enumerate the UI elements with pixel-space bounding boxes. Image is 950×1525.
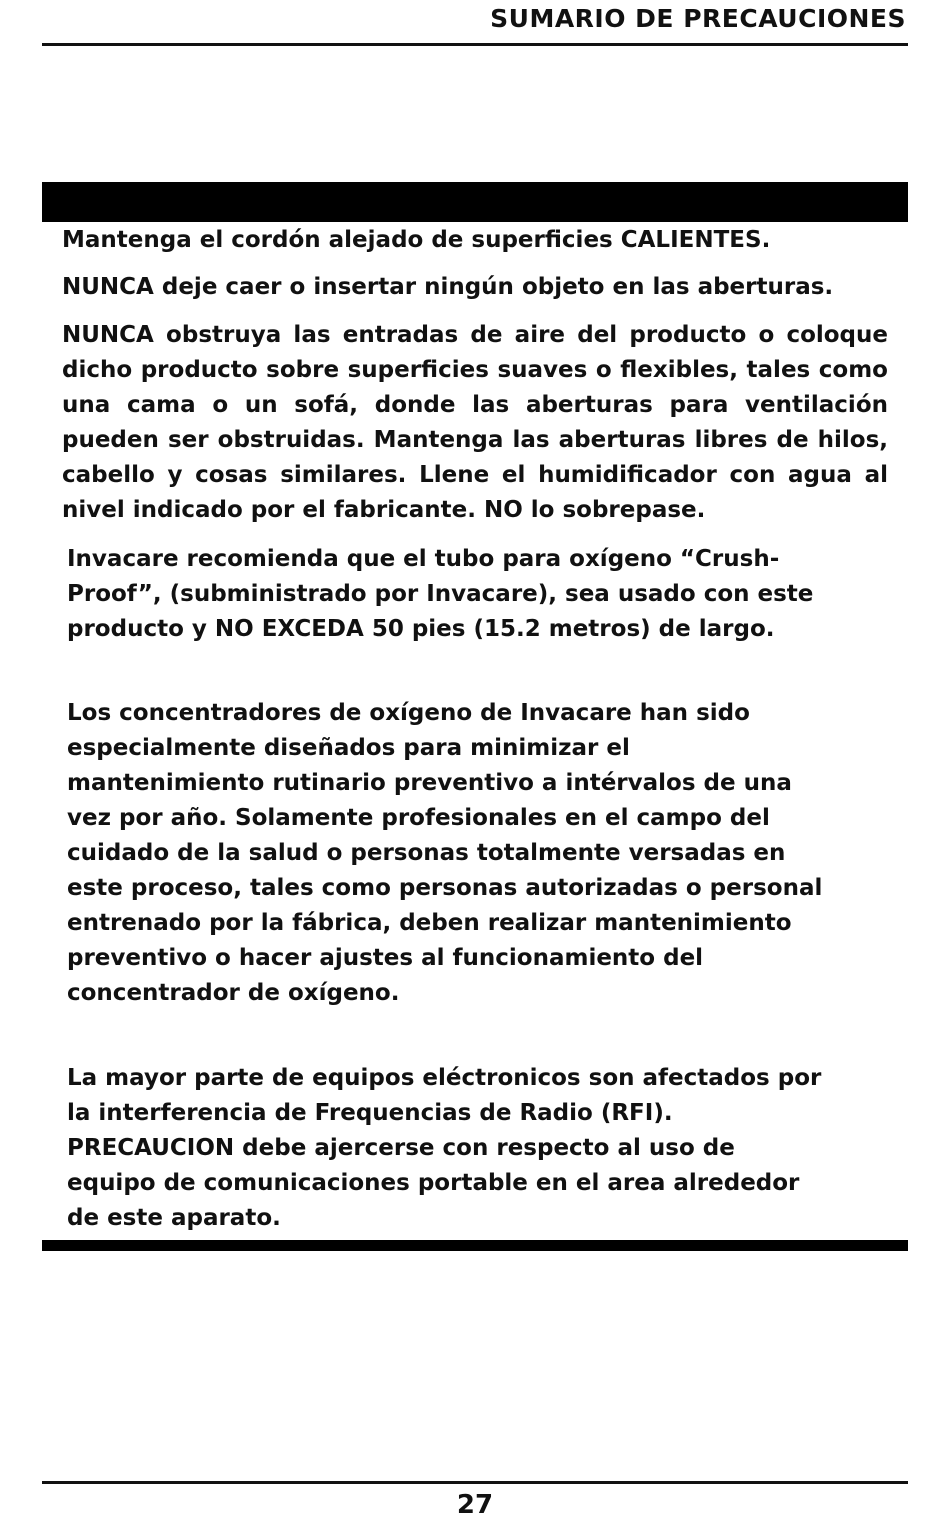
p5-line: cuidado de la salud o personas totalmente versadas en (67, 840, 786, 866)
p4-last-line (67, 612, 897, 647)
p5-line: concentrador de oxígeno. (67, 980, 400, 1006)
precaution-hot-surfaces (62, 223, 892, 258)
header-rule (42, 43, 908, 46)
precaution-openings (62, 270, 892, 305)
precaution-oxygen-tubing (67, 542, 897, 647)
p4-last-tail: 50 pies (15.2 metros) de largo. (363, 616, 775, 642)
p5-line: Los concentradores de oxígeno de Invacare han sido (67, 700, 750, 726)
p6-line: de este aparato. (67, 1205, 281, 1231)
p3-line: dicho producto sobre superficies suaves o flexibles, tales como (62, 357, 888, 383)
precaution-rfi (67, 1061, 897, 1236)
p5-line: entrenado por la fábrica, deben realizar mantenimiento (67, 910, 792, 936)
precaution-maintenance (67, 696, 897, 1011)
p3-line: cabello y cosas similares. Llene el humidificador con agua al (62, 462, 888, 488)
p3-last-tail: lo sobrepase. (522, 497, 706, 523)
p3-emphasis: NUNCA (62, 322, 154, 348)
p6-line: La mayor parte de equipos eléctronicos son afectados por (67, 1065, 822, 1091)
p3-line (62, 318, 888, 353)
p2-text: deje caer o insertar ningún objeto en las aberturas. (153, 274, 834, 300)
p4-line: Invacare recomienda que el tubo para oxígeno “Crush- (67, 546, 780, 572)
p4-line: Proof”, (subministrado por Invacare), sea usado con este (67, 581, 814, 607)
p5-line: este proceso, tales como personas autorizadas o personal (67, 875, 823, 901)
p6-line: la interferencia de Frequencias de Radio (RFI). (67, 1100, 673, 1126)
p5-line: preventivo o hacer ajustes al funcionamiento del (67, 945, 704, 971)
p1-emphasis: CALIENTES. (620, 227, 771, 253)
p3-line: una cama o un sofá, donde las aberturas para ventilación (62, 392, 888, 418)
page-header-title: SUMARIO DE PRECAUCIONES (490, 4, 906, 33)
p3-line-text: obstruya las entradas de aire del producto o coloque (153, 322, 888, 348)
section-end-bar (42, 1240, 908, 1251)
p1-text: Mantenga el cordón alejado de superficies (62, 227, 621, 253)
p4-last-text: producto y (67, 616, 215, 642)
p5-line: mantenimiento rutinario preventivo a intérvalos de una (67, 770, 792, 796)
precaution-air-intakes (62, 318, 888, 528)
p3-last-emphasis: NO (483, 497, 523, 523)
p4-last-emphasis: NO EXCEDA (214, 616, 364, 642)
p6-line (67, 1131, 897, 1166)
p5-line: especialmente diseñados para minimizar el (67, 735, 630, 761)
page-number: 27 (456, 1490, 494, 1520)
p5-line: vez por año. Solamente profesionales en el campo del (67, 805, 770, 831)
p3-last-line (62, 493, 888, 528)
p3-line: pueden ser obstruidas. Mantenga las aberturas libres de hilos, (62, 427, 888, 453)
p6-line: equipo de comunicaciones portable en el area alrededor (67, 1170, 800, 1196)
footer-rule (42, 1481, 908, 1484)
p2-emphasis: NUNCA (62, 274, 154, 300)
p6-line-tail: debe ajercerse con respecto al uso de (234, 1135, 735, 1161)
p3-last-text: nivel indicado por el fabricante. (62, 497, 484, 523)
section-bar (42, 182, 908, 222)
p6-emphasis: PRECAUCION (67, 1135, 235, 1161)
